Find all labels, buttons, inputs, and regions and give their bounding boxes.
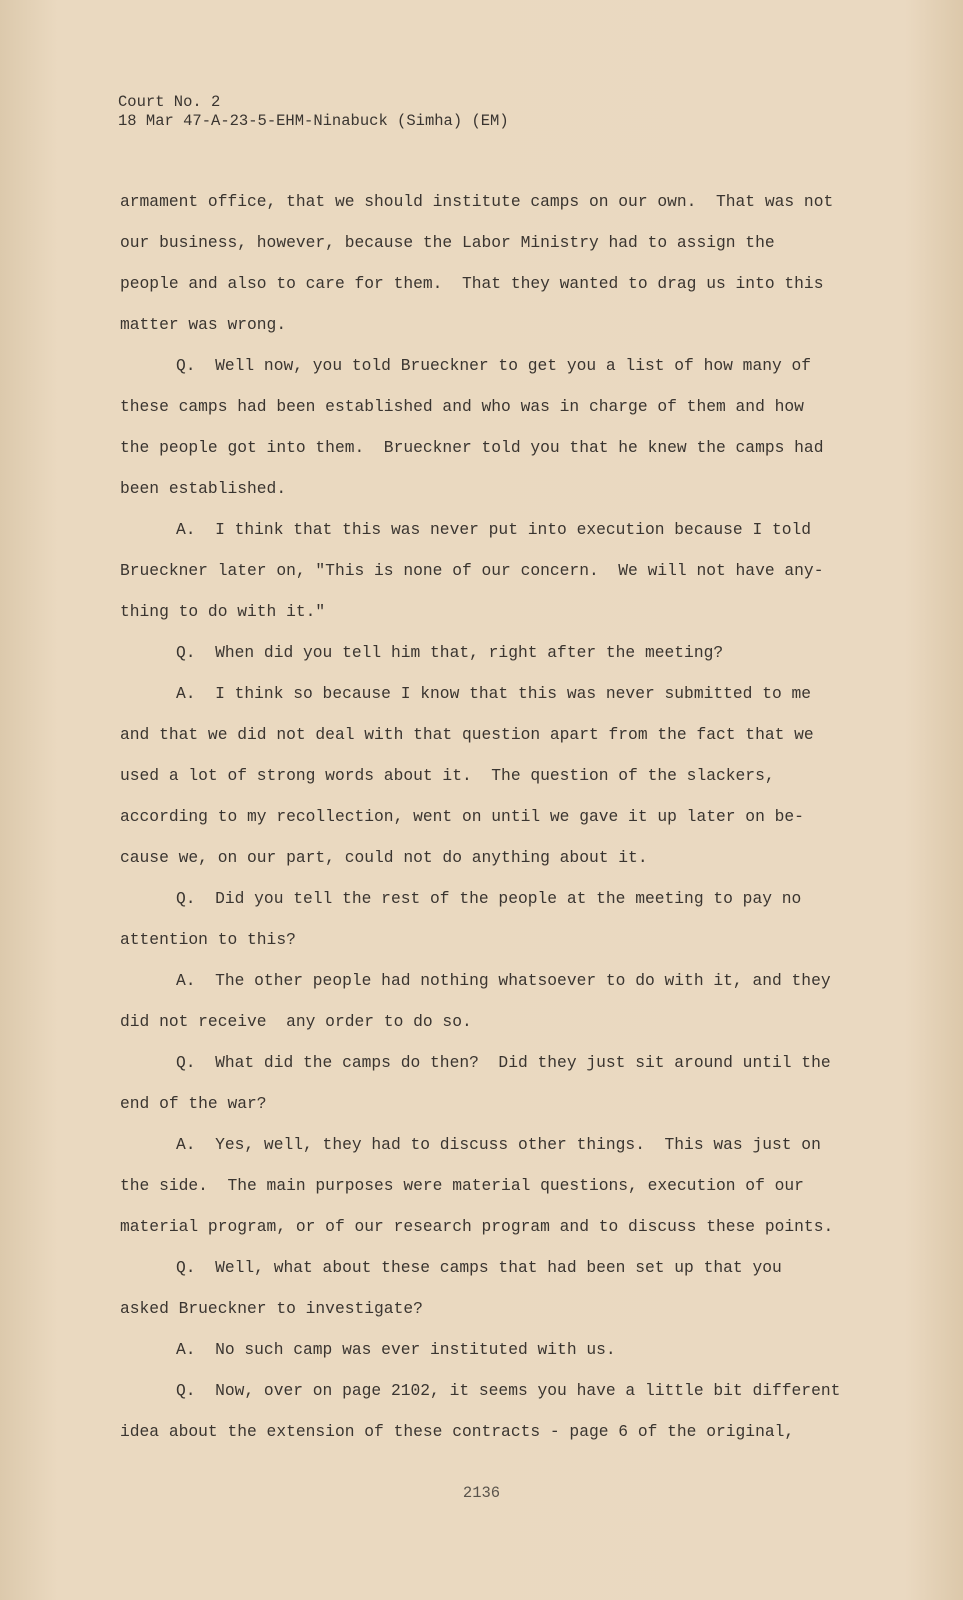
transcript-line: did not receive any order to do so. (120, 1012, 472, 1031)
transcript-line: the side. The main purposes were material questions, execution of our (120, 1176, 804, 1195)
transcript-line: Q. When did you tell him that, right after the meeting? (176, 643, 724, 662)
transcript-line: A. I think so because I know that this was never submitted to me (176, 684, 812, 703)
transcript-line: armament office, that we should institute camps on our own. That was not (120, 192, 834, 211)
transcript-line: idea about the extension of these contracts - page 6 of the original, (120, 1422, 795, 1441)
transcript-line: end of the war? (120, 1094, 267, 1113)
page-number: 2136 (462, 1484, 501, 1502)
session-reference: 18 Mar 47-A-23-5-EHM-Ninabuck (Simha) (EM) (118, 112, 509, 130)
transcript-line: A. Yes, well, they had to discuss other things. This was just on (176, 1135, 821, 1154)
transcript-line: thing to do with it." (120, 602, 326, 621)
transcript-line: our business, however, because the Labor Ministry had to assign the (120, 233, 775, 252)
transcript-line: A. I think that this was never put into execution because I told (176, 520, 812, 539)
transcript-line: and that we did not deal with that question apart from the fact that we (120, 725, 814, 744)
transcript-body (120, 190, 900, 1461)
transcript-line: Q. Well now, you told Brueckner to get you a list of how many of (176, 356, 812, 375)
transcript-line: attention to this? (120, 930, 296, 949)
transcript-line: Q. Well, what about these camps that had been set up that you (176, 1258, 782, 1277)
transcript-line: A. No such camp was ever instituted with us. (176, 1340, 616, 1359)
transcript-line: Q. What did the camps do then? Did they just sit around until the (176, 1053, 831, 1072)
transcript-line: these camps had been established and who was in charge of them and how (120, 397, 804, 416)
court-number: Court No. 2 (118, 93, 221, 111)
transcript-line: material program, or of our research program and to discuss these points. (120, 1217, 834, 1236)
transcript-line: Q. Did you tell the rest of the people at the meeting to pay no (176, 889, 802, 908)
document-header (118, 93, 509, 131)
transcript-line: A. The other people had nothing whatsoever to do with it, and they (176, 971, 831, 990)
transcript-line: Brueckner later on, "This is none of our concern. We will not have any- (120, 561, 824, 580)
transcript-line: used a lot of strong words about it. The question of the slackers, (120, 766, 775, 785)
transcript-line: Q. Now, over on page 2102, it seems you have a little bit different (176, 1381, 841, 1400)
transcript-line: been established. (120, 479, 287, 498)
transcript-line: matter was wrong. (120, 315, 287, 334)
transcript-line: cause we, on our part, could not do anything about it. (120, 848, 648, 867)
transcript-line: people and also to care for them. That they wanted to drag us into this (120, 274, 824, 293)
transcript-line: asked Brueckner to investigate? (120, 1299, 423, 1318)
transcript-line: the people got into them. Brueckner told you that he knew the camps had (120, 438, 824, 457)
transcript-line: according to my recollection, went on until we gave it up later on be- (120, 807, 804, 826)
